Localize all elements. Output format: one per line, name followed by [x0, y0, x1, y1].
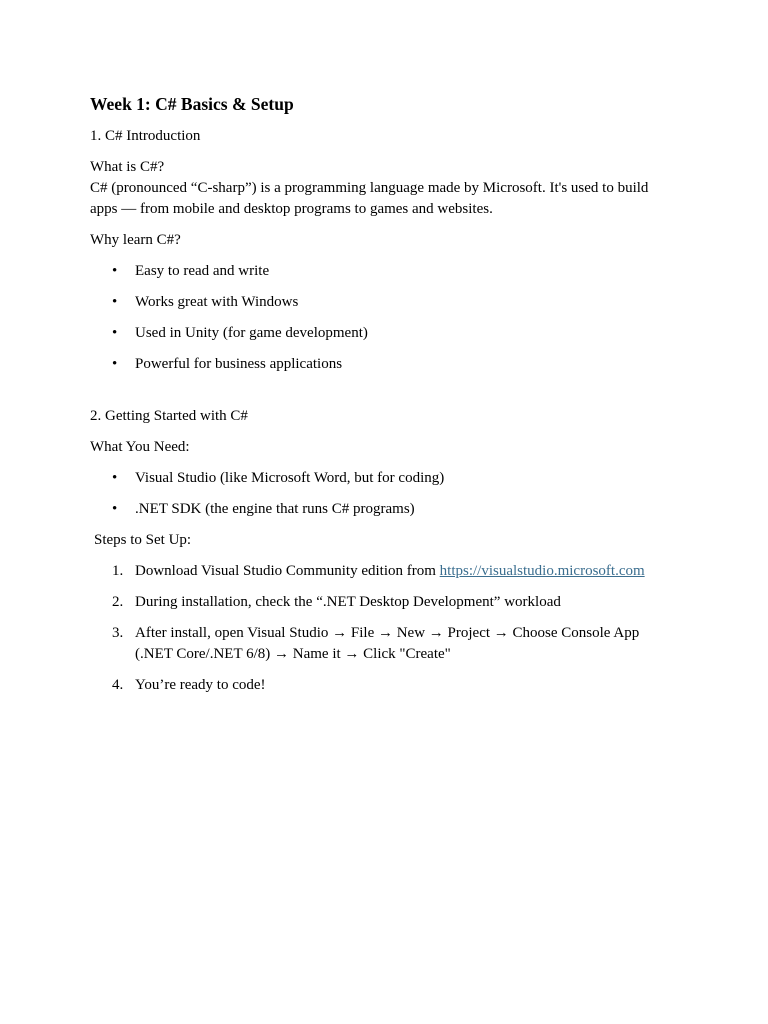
step-text: After install, open Visual Studio → File → New → Project → Choose Console App (.NET Core/.NET 6/8) → Name it → Click "Create"	[135, 625, 640, 662]
steps-label: Steps to Set Up:	[94, 532, 192, 548]
list-item	[90, 468, 660, 489]
list-item-text: Visual Studio (like Microsoft Word, but for coding)	[135, 470, 445, 486]
list-item-text: Easy to read and write	[135, 263, 270, 279]
list-item	[90, 292, 660, 313]
list-item-text: .NET SDK (the engine that runs C# programs)	[135, 501, 415, 517]
bullet-icon: •	[112, 501, 118, 517]
section-heading-getting-started: 2. Getting Started with C#	[90, 408, 248, 424]
list-item	[90, 499, 660, 520]
step-item	[90, 592, 660, 613]
list-item-text: Used in Unity (for game development)	[135, 325, 368, 341]
section-heading-intro: 1. C# Introduction	[90, 128, 201, 144]
step-number: 1.	[112, 563, 124, 579]
step-text: You’re ready to code!	[135, 677, 266, 693]
bullet-icon: •	[112, 325, 118, 341]
step-item	[90, 561, 660, 582]
step-item	[90, 623, 660, 665]
needs-list	[90, 468, 660, 520]
list-item-text: Powerful for business applications	[135, 356, 343, 372]
list-item-text: Works great with Windows	[135, 294, 299, 310]
step-number: 4.	[112, 677, 124, 693]
step-item	[90, 675, 660, 696]
bullet-icon: •	[112, 356, 118, 372]
document-page	[90, 92, 660, 706]
bullet-icon: •	[112, 470, 118, 486]
list-item	[90, 354, 660, 375]
step-text: During installation, check the “.NET Desktop Development” workload	[135, 594, 561, 610]
reasons-list	[90, 261, 660, 375]
what-you-need-label: What You Need:	[90, 439, 190, 455]
what-is-block	[90, 157, 660, 220]
list-item	[90, 261, 660, 282]
list-item	[90, 323, 660, 344]
what-is-label: What is C#?	[90, 159, 165, 175]
what-is-text: C# (pronounced “C-sharp”) is a programming language made by Microsoft. It's used to build apps — from mobile and desktop programs to games and websites.	[90, 180, 649, 217]
why-learn-label: Why learn C#?	[90, 232, 181, 248]
bullet-icon: •	[112, 294, 118, 310]
visual-studio-link[interactable]: https://visualstudio.microsoft.com	[439, 563, 645, 579]
step-number: 2.	[112, 594, 124, 610]
bullet-icon: •	[112, 263, 118, 279]
step-number: 3.	[112, 625, 124, 641]
setup-steps-list	[90, 561, 660, 696]
step-text: Download Visual Studio Community edition from	[135, 563, 440, 579]
page-title: Week 1: C# Basics & Setup	[90, 94, 294, 114]
